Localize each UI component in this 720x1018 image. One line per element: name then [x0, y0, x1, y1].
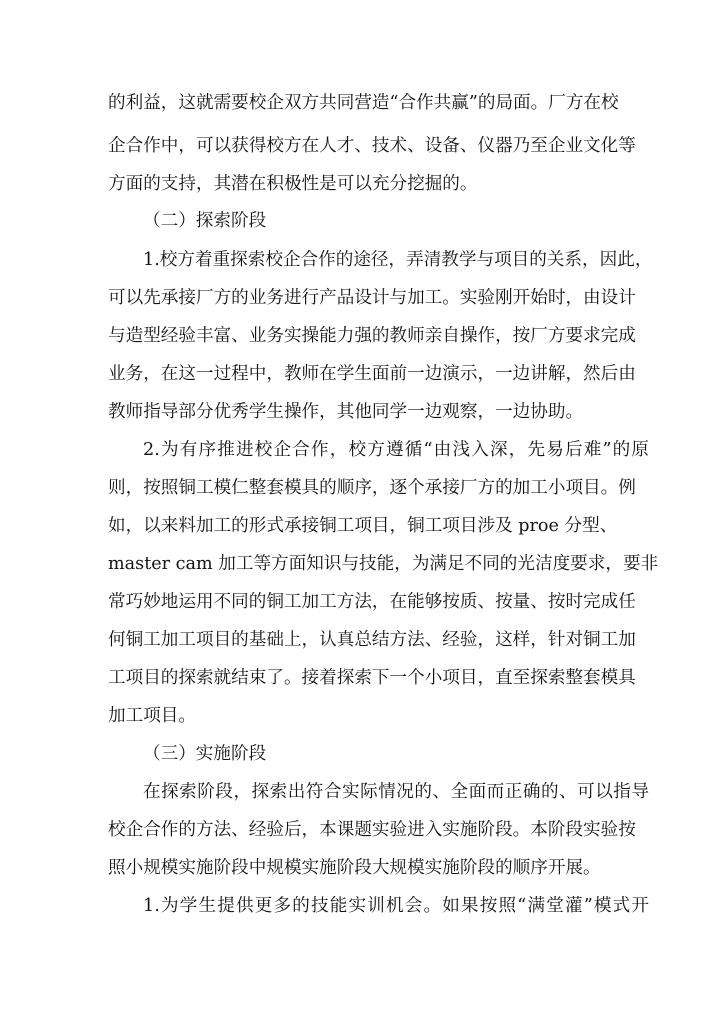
text-line: 工项目的探索就结束了。接着探索下一个小项目，直至探索整套模具	[108, 668, 636, 688]
text-line: 的利益，这就需要校企双方共同营造“合作共赢”的局面。厂方在校	[108, 93, 619, 113]
text-line: 可以先承接厂方的业务进行产品设计与加工。实验刚开始时，由设计	[108, 288, 636, 308]
text-line: 企合作中，可以获得校方在人才、技术、设备、仪器乃至企业文化等	[108, 136, 636, 156]
text-line: 方面的支持，其潜在积极性是可以充分挖掘的。	[108, 174, 478, 194]
text-line: 2.为有序推进校企合作，校方遵循“由浅入深，先易后难”的原	[143, 440, 649, 460]
text-line: 则，按照铜工模仁整套模具的顺序，逐个承接厂方的加工小项目。例	[108, 478, 636, 498]
text-line: 在探索阶段，探索出符合实际情况的、全面而正确的、可以指导	[143, 782, 649, 802]
text-line: 何铜工加工项目的基础上，认真总结方法、经验，这样，针对铜工加	[108, 630, 636, 650]
text-line: 1.为学生提供更多的技能实训机会。如果按照“满堂灌”模式开	[143, 896, 649, 916]
text-line: 常巧妙地运用不同的铜工加工方法，在能够按质、按量、按时完成任	[108, 592, 636, 612]
text-line: 业务，在这一过程中，教师在学生面前一边演示，一边讲解，然后由	[108, 364, 636, 384]
text-line: 校企合作的方法、经验后，本课题实验进入实施阶段。本阶段实验按	[108, 820, 636, 840]
text-line: 照小规模实施阶段中规模实施阶段大规模实施阶段的顺序开展。	[108, 858, 601, 878]
section-heading: （三）实施阶段	[143, 744, 267, 764]
text-line: 教师指导部分优秀学生操作，其他同学一边观察，一边协助。	[108, 402, 584, 422]
text-line: 1.校方着重探索校企合作的途径，弄清教学与项目的关系，因此，	[143, 250, 653, 270]
text-line: 如，以来料加工的形式承接铜工项目，铜工项目涉及 proe 分型、	[108, 516, 618, 536]
text-line: master cam 加工等方面知识与技能，为满足不同的光洁度要求，要非	[108, 554, 659, 574]
text-line: 与造型经验丰富、业务实操能力强的教师亲自操作，按厂方要求完成	[108, 326, 636, 346]
text-line: 加工项目。	[108, 706, 196, 726]
section-heading: （二）探索阶段	[143, 211, 267, 231]
